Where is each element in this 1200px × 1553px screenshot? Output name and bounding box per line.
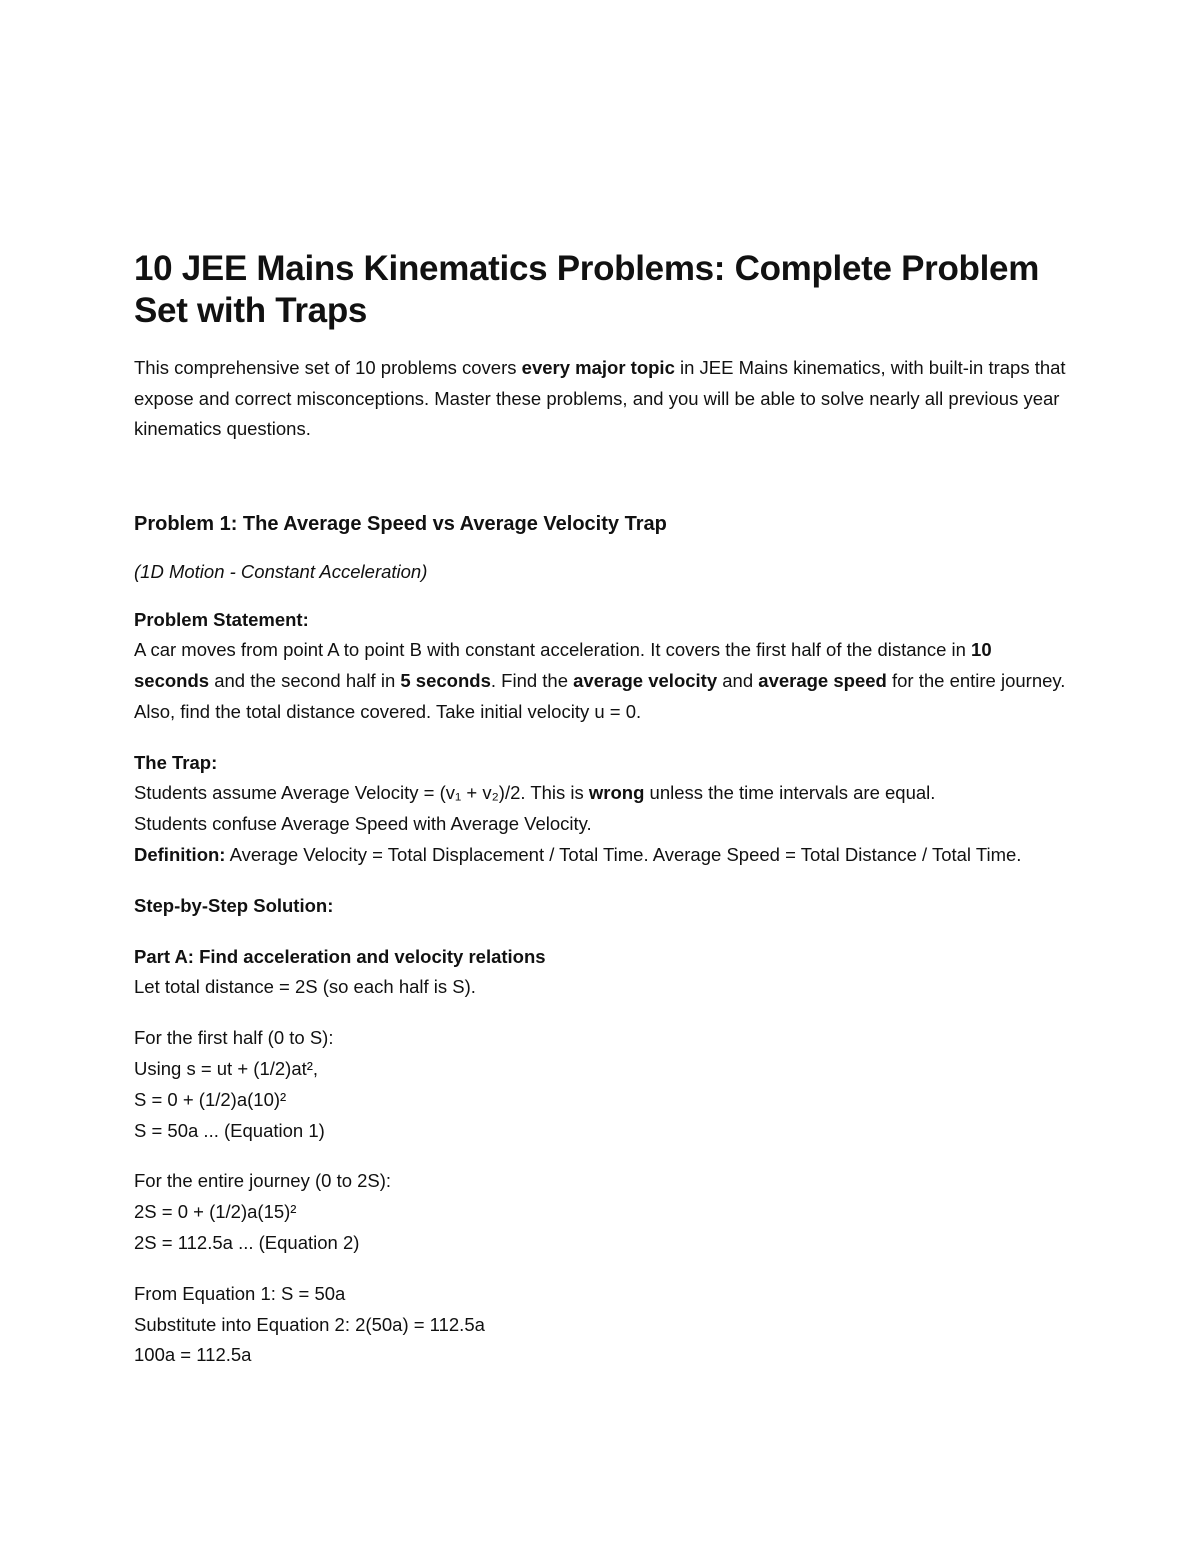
solution-section	[134, 891, 1069, 922]
equation-line: From Equation 1: S = 50a	[134, 1282, 346, 1304]
first-half-block	[134, 1023, 1069, 1146]
trap-line-2: Students confuse Average Speed with Average Velocity.	[134, 813, 592, 835]
document-page	[134, 248, 1069, 1371]
statement-text-5: for the entire journey. Also, find the total distance covered. Take initial velocity u = 0.	[134, 670, 1066, 722]
trap-section	[134, 748, 1069, 871]
equation-line: S = 0 + (1/2)a(10)²	[134, 1088, 287, 1110]
part-a-label: Part A: Find acceleration and velocity relations	[134, 945, 546, 967]
definition-text: Average Velocity = Total Displacement / Total Time. Average Speed = Total Distance / Total Time.	[225, 844, 1022, 866]
part-a-line: Let total distance = 2S (so each half is S).	[134, 976, 476, 998]
statement-text-3: . Find the	[490, 670, 574, 692]
equation-line: 100a = 112.5a	[134, 1344, 252, 1366]
statement-bold-1: 10 seconds	[134, 639, 992, 692]
trap-line-3	[134, 840, 1069, 871]
intro-bold-1: every major topic	[521, 357, 675, 378]
definition-label: Definition:	[134, 844, 226, 866]
intro-paragraph	[134, 353, 1069, 445]
equation-line: For the entire journey (0 to 2S):	[134, 1170, 392, 1192]
problem-statement	[134, 605, 1069, 728]
intro-text-2: in JEE Mains kinematics, with built-in traps that expose and correct misconceptions. Master these problems, and you will be able to solve nearly all previous year kinematics questions.	[134, 357, 1066, 439]
problem-statement-label: Problem Statement:	[134, 608, 309, 630]
intro-text-1: This comprehensive set of 10 problems covers	[134, 357, 522, 378]
equation-line: S = 50a ... (Equation 1)	[134, 1119, 325, 1141]
equation-line: For the first half (0 to S):	[134, 1027, 334, 1049]
statement-text-1: A car moves from point A to point B with constant acceleration. It covers the first half of the distance in	[134, 639, 972, 661]
substitution-block	[134, 1279, 1069, 1371]
statement-text-2: and the second half in	[209, 670, 401, 692]
statement-bold-4: average speed	[758, 670, 887, 692]
equation-line: Using s = ut + (1/2)at²,	[134, 1058, 319, 1080]
page-title: 10 JEE Mains Kinematics Problems: Complete Problem Set with Traps	[134, 249, 1040, 330]
problem-1-subtitle: (1D Motion - Constant Acceleration)	[134, 560, 428, 582]
trap-label: The Trap:	[134, 751, 218, 773]
equation-line: 2S = 112.5a ... (Equation 2)	[134, 1232, 360, 1254]
trap-text-1a: Students assume Average Velocity = (v₁ + v₂)/2. This is	[134, 782, 589, 804]
entire-journey-block	[134, 1166, 1069, 1258]
equation-line: 2S = 0 + (1/2)a(15)²	[134, 1201, 297, 1223]
solution-label: Step-by-Step Solution:	[134, 894, 334, 916]
trap-line-1	[134, 778, 1069, 809]
statement-bold-3: average velocity	[573, 670, 718, 692]
statement-text-4: and	[717, 670, 759, 692]
trap-text-1c: unless the time intervals are equal.	[644, 782, 936, 804]
problem-1-heading: Problem 1: The Average Speed vs Average Velocity Trap	[134, 512, 667, 535]
part-a-section	[134, 942, 1069, 1004]
trap-bold-wrong: wrong	[588, 782, 645, 804]
equation-line: Substitute into Equation 2: 2(50a) = 112.5a	[134, 1313, 485, 1335]
statement-bold-2: 5 seconds	[400, 670, 491, 692]
